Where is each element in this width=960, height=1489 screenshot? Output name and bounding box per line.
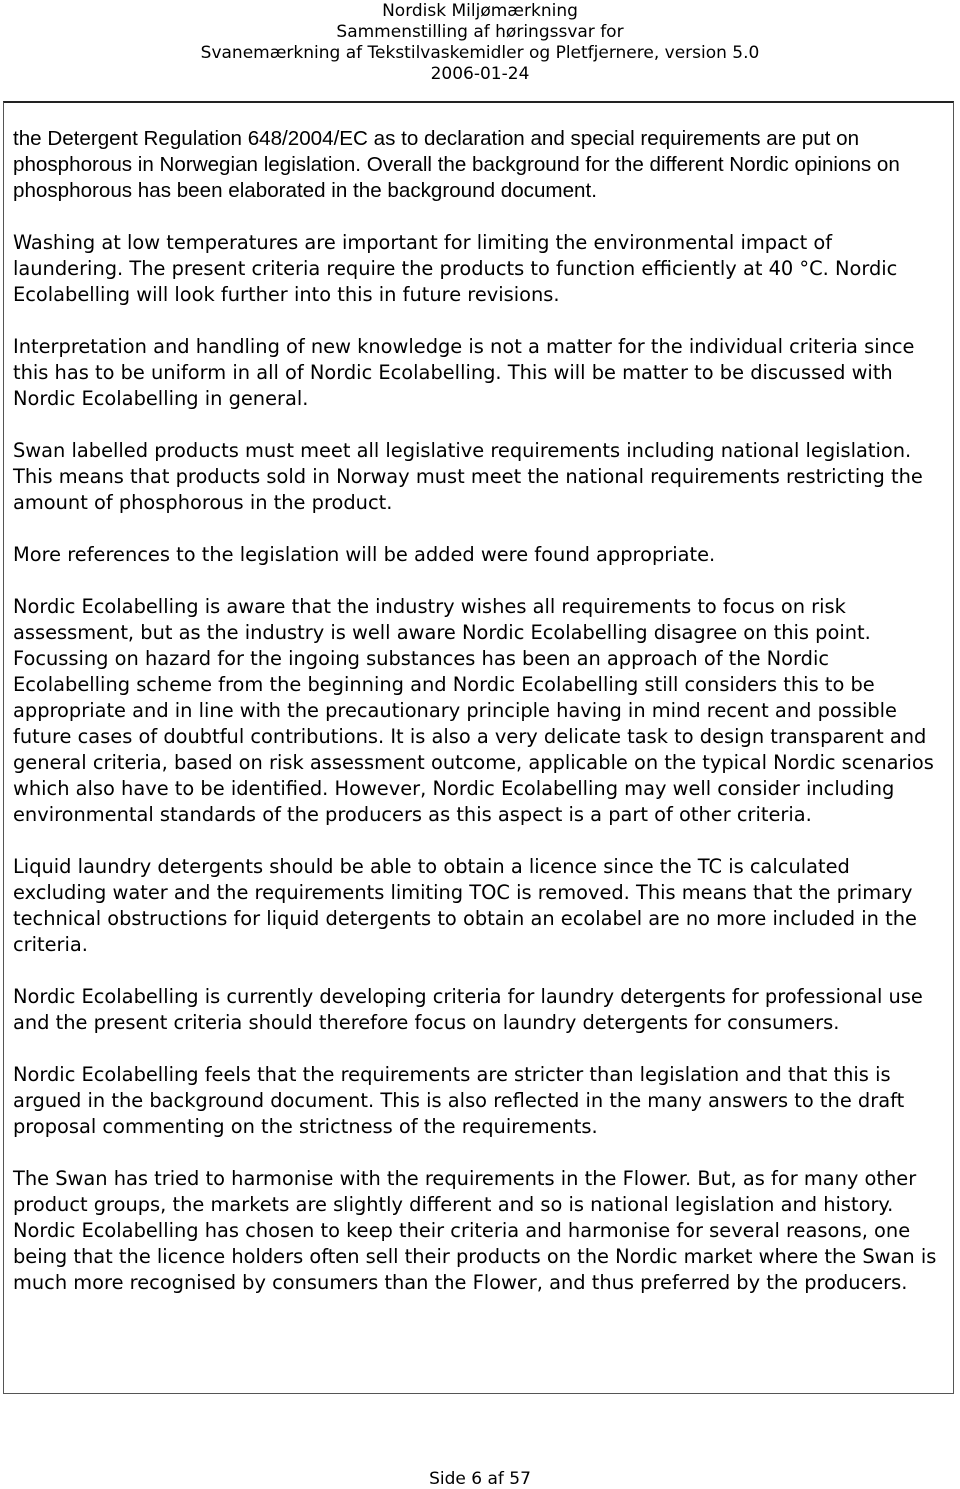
body-paragraph: Nordic Ecolabelling feels that the requirements are stricter than legislation and that this is argued in the background document. This is also reflected in the many answers to the draft proposal commenting on the strictness of the requirements. xyxy=(13,1063,905,1138)
body-paragraph: More references to the legislation will be added were found appropriate. xyxy=(13,543,716,566)
header-date: 2006-01-24 xyxy=(430,64,530,84)
body-paragraph: The Swan has tried to harmonise with the requirements in the Flower. But, as for many other product groups, the markets are slightly different and so is national legislation and history. Nordic Ecolabelling has chosen to keep their criteria and harmonise for several reasons, one being that the licence holders often sell their products on the Nordic market where the Swan is much more recognised by consumers than the Flower, and thus preferred by the producers. xyxy=(13,1167,937,1294)
body-paragraph: the Detergent Regulation 648/2004/EC as to declaration and special requirements are put on phosphorous in Norwegian legislation. Overall the background for the different Nordic opinions on phosphorous has been elaborated in the background document. xyxy=(13,127,900,202)
document-body xyxy=(13,126,948,1322)
body-paragraph: Liquid laundry detergents should be able to obtain a licence since the TC is calculated excluding water and the requirements limiting TOC is removed. This means that the primary technical obstructions for liquid detergents to obtain an ecolabel are no more included in the criteria. xyxy=(13,855,917,956)
body-paragraph: Swan labelled products must meet all legislative requirements including national legislation. This means that products sold in Norway must meet the national requirements restricting the amount of phosphorous in the product. xyxy=(13,439,923,514)
body-paragraph: Nordic Ecolabelling is currently developing criteria for laundry detergents for professional use and the present criteria should therefore focus on laundry detergents for consumers. xyxy=(13,985,923,1034)
header-document-type: Sammenstilling af høringssvar for xyxy=(336,22,624,42)
body-paragraph: Nordic Ecolabelling is aware that the industry wishes all requirements to focus on risk assessment, but as the industry is well aware Nordic Ecolabelling disagree on this point. Focussing on hazard for the ingoing substances has been an approach of the Nordic Ecolabelling scheme from the beginning and Nordic Ecolabelling still considers this to be appropriate and in line with the precautionary principle having in mind recent and possible future cases of doubtful contributions. It is also a very delicate task to design transparent and general criteria, based on risk assessment outcome, applicable on the typical Nordic scenarios which also have to be identified. However, Nordic Ecolabelling may well consider including environmental standards of the producers as this aspect is a part of other criteria. xyxy=(13,595,934,826)
header-organization: Nordisk Miljømærkning xyxy=(382,1,578,21)
body-paragraph: Interpretation and handling of new knowledge is not a matter for the individual criteria since this has to be uniform in all of Nordic Ecolabelling. This will be matter to be discussed with Nordic Ecolabelling in general. xyxy=(13,335,915,410)
page-number: Side 6 af 57 xyxy=(429,1469,531,1489)
page-header xyxy=(0,0,960,85)
body-paragraph: Washing at low temperatures are important for limiting the environmental impact of laundering. The present criteria require the products to function efficiently at 40 °C. Nordic Ecolabelling will look further into this in future revisions. xyxy=(13,231,898,306)
header-document-title: Svanemærkning af Tekstilvaskemidler og Pletfjernere, version 5.0 xyxy=(200,43,760,63)
